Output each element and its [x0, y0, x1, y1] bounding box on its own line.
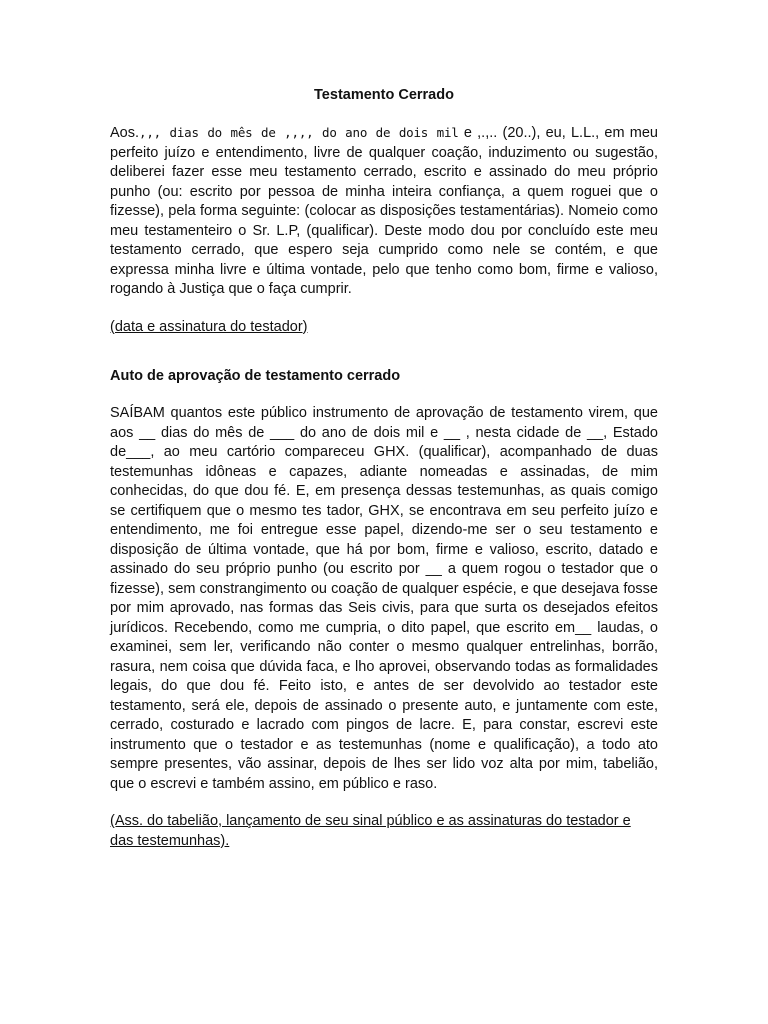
document-title: Testamento Cerrado: [314, 87, 454, 103]
document-page: [110, 86, 658, 851]
paragraph-body: e ,.,.. (20..), eu, L.L., em meu perfeito juízo e entendimento, livre de qualquer coação, induzimento ou sugestão, deliberei fazer esse meu testamento cerrado, escrito e assinado do meu próprio punho (ou: escrito por pessoa de minha inteira confiança, a quem roguei que o fizesse), pela forma seguinte: (colocar as disposições testamentárias). Nomeio como meu testamenteiro o Sr. L.P, (qualificar). Deste modo dou por concluído este meu testamento cerrado, que espero seja cumprido como nele se contém, e que expressa minha livre e última vontade, pelo que tenho como bom, firme e valioso, rogando à Justiça que o faça cumprir.: [110, 125, 658, 297]
final-signature-note: (Ass. do tabelião, lançamento de seu sinal público e as assinaturas do testador e das testemunhas).: [110, 813, 631, 849]
section-heading: Auto de aprovação de testamento cerrado: [110, 368, 401, 384]
approval-paragraph: SAÍBAM quantos este público instrumento de aprovação de testamento virem, que aos __ dias do mês de ___ do ano de dois mil e __ , nesta cidade de __, Estado de___, ao meu cartório compareceu GHX. (qualificar), acompanhado de duas testemunhas idôneas e capazes, adiante nomeadas e assinadas, de mim conhecidas, do que dou fé. E, em presença dessas testemunhas, as quais comigo se certifiquem que o mesmo tes tador, GHX, se encontrava em seu perfeito juízo e entendimento, me foi entregue esse papel, dizendo-me ser o seu testamento e disposição de última vontade, que há por bom, firme e valioso, escrito, datado e assinado do seu próprio punho (ou escrito por __ a quem rogou o testador que o fizesse), sem constrangimento ou coação de qualquer espécie, e que desejava fosse por mim aprovado, nas formas das Seis civis, para que surta os desejados efeitos jurídicos. Recebendo, como me cumpria, o dito papel, que escrito em__ laudas, o examinei, sem ler, verificando não conter o mesmo qualquer entrelinhas, borrão, rasura, nem coisa que dúvida faca, e lho aprovei, observando todas as formalidades legais, do que dou fé. Feito isto, e antes de ser devolvido ao testador este testamento, será ele, depois de assinado o presente auto, e juntamente com este, cerrado, costurado e lacrado com pingos de lacre. E, para constar, escrevi este instrumento que o testador e as testemunhas (nome e qualificação), a todo ato sempre presentes, vão assinar, depois de lhes ser lido voz alta por mim, tabelião, que o escrevi e também assino, em público e raso.: [110, 405, 658, 792]
signature-note: (data e assinatura do testador): [110, 318, 308, 335]
testament-paragraph: [110, 123, 658, 300]
paragraph-start: Aos.: [110, 125, 140, 141]
date-placeholder-text: ,,, dias do mês de ,,,, do ano de dois mil: [139, 125, 459, 140]
